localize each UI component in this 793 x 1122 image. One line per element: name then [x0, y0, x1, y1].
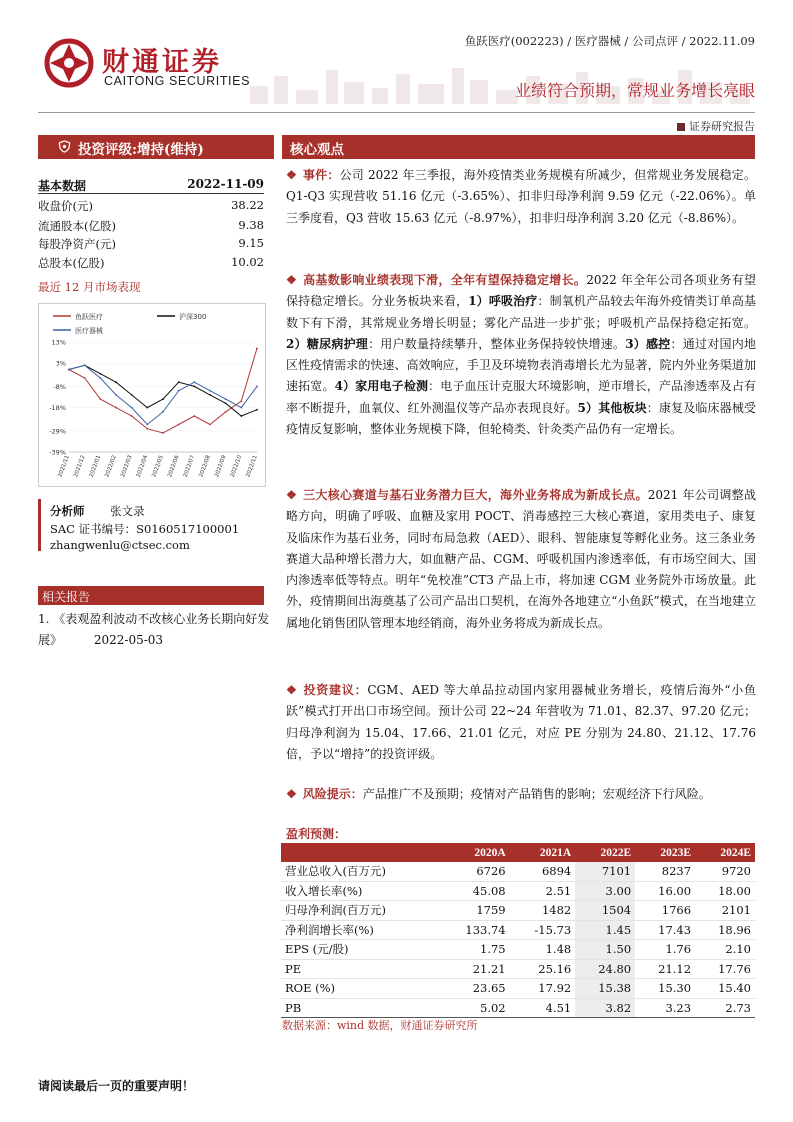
report-type-label: 证券研究报告	[689, 120, 755, 133]
x-tick-label: 2022/11	[245, 454, 259, 479]
forecast-row	[281, 881, 755, 901]
series-point	[256, 347, 258, 349]
forecast-cell: 9720	[695, 862, 755, 881]
forecast-header-row	[281, 843, 755, 862]
y-tick-label: 3%	[55, 359, 66, 368]
forecast-cell: 1.50	[575, 940, 635, 960]
bullet-text: ：康复及临床器械受疫情反复影响，整体业务规模下降，但轮椅类、针灸类产品仍有一定增长。	[286, 400, 756, 437]
series-point	[146, 428, 148, 430]
series-point	[193, 386, 195, 388]
logo-english: CAITONG SECURITIES	[104, 74, 251, 88]
series-point	[240, 407, 242, 409]
series-point	[115, 381, 117, 383]
forecast-cell: 17.92	[510, 979, 576, 999]
series-point	[146, 407, 148, 409]
series-point	[209, 390, 211, 392]
series-point	[209, 394, 211, 396]
forecast-col-header: 2020A	[439, 843, 510, 862]
x-tick-label: 2022/04	[135, 454, 150, 479]
market-performance-title: 最近 12 月市场表现	[38, 280, 141, 294]
forecast-cell: 5.02	[439, 998, 510, 1018]
segment-diabetes: 2）糖尿病护理	[286, 336, 369, 351]
basic-data-row	[38, 255, 264, 275]
forecast-row-label: 净利润增长率(%)	[281, 920, 439, 940]
forecast-cell: 21.12	[635, 959, 695, 979]
analyst-role: 分析师	[50, 504, 85, 518]
forecast-cell: 1.45	[575, 920, 635, 940]
header-divider	[38, 112, 755, 113]
basic-data-divider	[38, 193, 264, 194]
basic-data-header	[38, 177, 264, 194]
forecast-cell: 1.75	[439, 940, 510, 960]
core-bullet-risk	[286, 784, 756, 805]
diamond-icon: ❖	[286, 787, 297, 801]
basic-data-row	[38, 236, 264, 256]
report-title: 业绩符合预期，常规业务增长亮眼	[514, 81, 755, 100]
forecast-cell: 24.80	[575, 959, 635, 979]
forecast-cell: 3.23	[635, 998, 695, 1018]
forecast-col-header: 2023E	[635, 843, 695, 862]
forecast-cell: 3.82	[575, 998, 635, 1018]
series-point	[162, 411, 164, 413]
x-tick-label: 2022/01	[88, 454, 103, 479]
y-tick-label: 13%	[51, 338, 66, 347]
x-tick-label: 2022/07	[182, 454, 197, 479]
series-point	[225, 402, 227, 404]
series-point	[146, 424, 148, 426]
x-tick-label: 2022/02	[104, 454, 118, 479]
series-point	[84, 364, 86, 366]
series-point	[178, 390, 180, 392]
forecast-cell: 1482	[510, 901, 576, 921]
series-point	[131, 415, 133, 417]
forecast-row	[281, 959, 755, 979]
bullet-head: 三大核心赛道与基石业务潜力巨大，海外业务将成为新成长点。	[303, 488, 648, 502]
forecast-row-label: 归母净利润(百万元)	[281, 901, 439, 921]
bullet-text: ：通过对国内地区性疫情需求的快速、高效响应，手卫及环境物表消毒增长尤为显著，院内外业务渠道加速拓宽。	[286, 336, 756, 394]
y-tick-label: -29%	[49, 427, 66, 436]
forecast-cell: 23.65	[439, 979, 510, 999]
analyst-accent	[38, 499, 41, 551]
forecast-table	[281, 843, 755, 1018]
x-tick-label: 2022/05	[151, 454, 165, 479]
report-type	[677, 118, 755, 134]
bullet-text: ：用户数量持续攀升，整体业务保持较快增速。	[368, 336, 626, 351]
x-tick-label: 2022/09	[214, 454, 228, 479]
analyst-email[interactable]: zhangwenlu@ctsec.com	[50, 538, 190, 552]
forecast-row-label: EPS (元/股)	[281, 940, 439, 960]
forecast-body	[281, 862, 755, 1018]
forecast-cell: 6894	[510, 862, 576, 881]
series-point	[162, 432, 164, 434]
forecast-col-header: 2021A	[510, 843, 576, 862]
basic-data-row	[38, 218, 264, 238]
forecast-cell: 2.51	[510, 881, 576, 901]
series-line	[69, 348, 257, 433]
rating-label: 投资评级:增持(维持)	[78, 142, 204, 158]
series-point	[99, 377, 101, 379]
bullet-text: 2022 年全年公司各项业务有望保持稳定增长。分业务板块来看，	[286, 273, 756, 309]
basic-data-title: 基本数据	[38, 179, 87, 193]
forecast-cell: 17.43	[635, 920, 695, 940]
analyst-line	[50, 503, 145, 519]
bullet-head: 事件：	[302, 168, 340, 182]
series-point	[99, 373, 101, 375]
forecast-col-header: 2022E	[575, 843, 635, 862]
forecast-cell: 15.38	[575, 979, 635, 999]
forecast-cell: 1759	[439, 901, 510, 921]
forecast-row	[281, 920, 755, 940]
forecast-row-label: ROE (%)	[281, 979, 439, 999]
series-point	[240, 415, 242, 417]
core-view-title: 核心观点	[290, 142, 344, 158]
diamond-icon: ❖	[286, 168, 297, 182]
forecast-cell: 1.76	[635, 940, 695, 960]
core-bullet-performance	[286, 270, 756, 440]
forecast-cell: 8237	[635, 862, 695, 881]
forecast-cell: 6726	[439, 862, 510, 881]
x-tick-label: 2022/08	[198, 454, 212, 479]
shield-icon	[58, 140, 71, 153]
basic-data-value: 9.15	[238, 236, 264, 250]
forecast-col-header: 2024E	[695, 843, 755, 862]
segment-infection-control: 3）感控	[625, 336, 671, 351]
forecast-cell: 21.21	[439, 959, 510, 979]
bullet-text: 2021 年公司调整战略方向，明确了呼吸、血糖及家用 POCT、消毒感控三大核心赛道，家用类电子、康复及临床作为基石业务，同时布局急救（AED）、眼科、智能康复等孵化业务。这三条业务赛道大品种增长潜力大，如血糖产品、CGM、呼吸机国内渗透率低，有市场空间大、国内渗透率低等特点。明年“免校准”CT3 产品上市，将加速 CGM 业务院外市场放量。此外，疫情期间出海奠基了公司产品出口契机，在海外各地建立“小鱼跃”模式，在当地建立属地化销售团队管理本地经销商，海外业务将成为新成长点。	[286, 488, 756, 630]
series-point	[178, 381, 180, 383]
series-line	[69, 365, 257, 416]
bullet-text: CGM、AED 等大单品拉动国内家用器械业务增长，疫情后海外“小鱼跃”模式打开出口市场空间。预计公司 22~24 年营收为 71.01、82.37、97.20 亿元；归母净利润为 15.04、17.66、21.01 亿元，对应 PE 分别为 24.80、21.12、17.76 倍，予以“增持”的投资评级。	[286, 683, 756, 761]
forecast-cell: 3.00	[575, 881, 635, 901]
series-point	[115, 394, 117, 396]
forecast-cell: 4.51	[510, 998, 576, 1018]
series-point	[209, 424, 211, 426]
related-report-item[interactable]	[38, 609, 270, 651]
basic-data-label: 总股本(亿股)	[38, 256, 105, 270]
y-tick-label: -18%	[49, 404, 66, 413]
series-point	[131, 407, 133, 409]
forecast-cell: 18.96	[695, 920, 755, 940]
analyst-sac: SAC 证书编号：S0160517100001	[50, 522, 240, 536]
forecast-col-header	[281, 843, 439, 862]
forecast-title: 盈利预测：	[286, 827, 347, 841]
series-point	[99, 398, 101, 400]
x-tick-label: 2022/06	[167, 454, 181, 479]
y-tick-label: -39%	[49, 448, 66, 457]
core-bullet-tracks	[286, 485, 756, 634]
segment-home-electronics: 4）家用电子检测	[334, 379, 429, 394]
series-point	[193, 381, 195, 383]
series-point	[131, 394, 133, 396]
forecast-cell: 15.30	[635, 979, 695, 999]
forecast-row-label: PB	[281, 998, 439, 1018]
logo-chinese: 财通证券	[102, 47, 222, 78]
series-point	[225, 411, 227, 413]
bullet-head: 高基数影响业绩表现下滑，全年有望保持稳定增长。	[303, 273, 587, 287]
forecast-cell: 15.40	[695, 979, 755, 999]
market-chart	[38, 303, 266, 487]
legend-label: 沪深300	[179, 313, 207, 321]
forecast-cell: 2.73	[695, 998, 755, 1018]
forecast-cell: 25.16	[510, 959, 576, 979]
series-point	[225, 398, 227, 400]
forecast-cell: 17.76	[695, 959, 755, 979]
bullet-text: 公司 2022 年三季报，海外疫情类业务规模有所减少，但常规业务发展稳定。Q1-Q3 实现营收 51.16 亿元（-3.65%）、扣非归母净利润 9.59 亿元（-22.06%）。单三季度看，Q3 营收 15.63 亿元（-8.97%），扣非归母净利润 3.20 亿元（-8.86%）。	[286, 168, 756, 225]
forecast-cell: 18.00	[695, 881, 755, 901]
series-point	[115, 407, 117, 409]
footer-disclaimer: 请阅读最后一页的重要声明！	[38, 1079, 195, 1093]
forecast-cell: 1504	[575, 901, 635, 921]
forecast-row	[281, 901, 755, 921]
related-report-date: 2022-05-03	[93, 633, 164, 647]
x-tick-label: 2021/12	[73, 454, 87, 479]
segment-others: 5）其他板块	[577, 400, 647, 415]
basic-data-label: 收盘价(元)	[38, 199, 93, 213]
forecast-row-label: 营业总收入(百万元)	[281, 862, 439, 881]
report-meta: 鱼跃医疗(002223) / 医疗器械 / 公司点评 / 2022.11.09	[464, 34, 755, 48]
segment-respiratory: 1）呼吸治疗	[468, 294, 538, 309]
related-reports-title: 相关报告	[42, 590, 91, 604]
forecast-cell: 16.00	[635, 881, 695, 901]
basic-data-value: 10.02	[231, 255, 264, 269]
legend-label: 鱼跃医疗	[75, 313, 103, 321]
forecast-row	[281, 862, 755, 881]
series-point	[178, 424, 180, 426]
diamond-icon: ❖	[286, 273, 298, 287]
caitong-logo-icon	[44, 38, 94, 88]
core-bullet-investment	[286, 680, 756, 765]
forecast-row	[281, 940, 755, 960]
series-point	[256, 386, 258, 388]
market-chart-svg	[39, 304, 265, 486]
bullet-head: 投资建议：	[303, 683, 368, 697]
forecast-cell: 2.10	[695, 940, 755, 960]
square-icon	[677, 123, 685, 131]
series-point	[193, 415, 195, 417]
forecast-source: 数据来源：wind 数据，财通证券研究所	[282, 1019, 478, 1032]
forecast-row	[281, 979, 755, 999]
forecast-cell: 7101	[575, 862, 635, 881]
series-point	[162, 398, 164, 400]
core-bullet-event	[286, 165, 756, 229]
related-report-text: 1. 《表观盈利波动不改核心业务长期向好发展》	[38, 612, 270, 647]
x-tick-label: 2022/03	[120, 454, 134, 479]
y-tick-label: -8%	[53, 382, 66, 391]
forecast-cell: 1.48	[510, 940, 576, 960]
basic-data-row	[38, 198, 264, 218]
series-point	[240, 400, 242, 402]
legend-label: 医疗器械	[75, 327, 103, 335]
bullet-text: ：电子血压计克服大环境影响，逆市增长，产品渗透率及占有率不断提升，血氧仪、红外测温仪等产品亦表现良好。	[286, 379, 756, 415]
forecast-cell: 133.74	[439, 920, 510, 940]
forecast-cell: 1766	[635, 901, 695, 921]
basic-data-label: 每股净资产(元)	[38, 237, 116, 251]
basic-data-label: 流通股本(亿股)	[38, 219, 116, 233]
basic-data-value: 9.38	[238, 218, 264, 232]
series-point	[68, 369, 70, 371]
analyst-name: 张文录	[110, 504, 145, 518]
basic-data-value: 38.22	[231, 198, 264, 212]
diamond-icon: ❖	[286, 683, 298, 697]
series-point	[256, 409, 258, 411]
basic-data-date: 2022-11-09	[187, 177, 264, 191]
bullet-head: 风险提示：	[302, 787, 363, 801]
forecast-row-label: 收入增长率(%)	[281, 881, 439, 901]
rating-bar	[38, 135, 274, 159]
bullet-text: ：制氧机产品较去年海外疫情类订单高基数下有下滑，其常规业务增长明显；雾化产品进一步扩张；呼吸机产品保持稳定拓宽。	[286, 294, 756, 330]
related-reports-bar	[38, 586, 264, 605]
forecast-cell: -15.73	[510, 920, 576, 940]
bullet-text: 产品推广不及预期；疫情对产品销售的影响；宏观经济下行风险。	[362, 787, 711, 801]
forecast-cell: 45.08	[439, 881, 510, 901]
series-point	[84, 377, 86, 379]
core-view-bar	[282, 135, 755, 159]
forecast-row	[281, 998, 755, 1018]
forecast-cell: 2101	[695, 901, 755, 921]
forecast-row-label: PE	[281, 959, 439, 979]
diamond-icon: ❖	[286, 488, 298, 502]
x-tick-label: 2021/11	[57, 454, 71, 479]
x-tick-label: 2022/10	[229, 454, 244, 479]
